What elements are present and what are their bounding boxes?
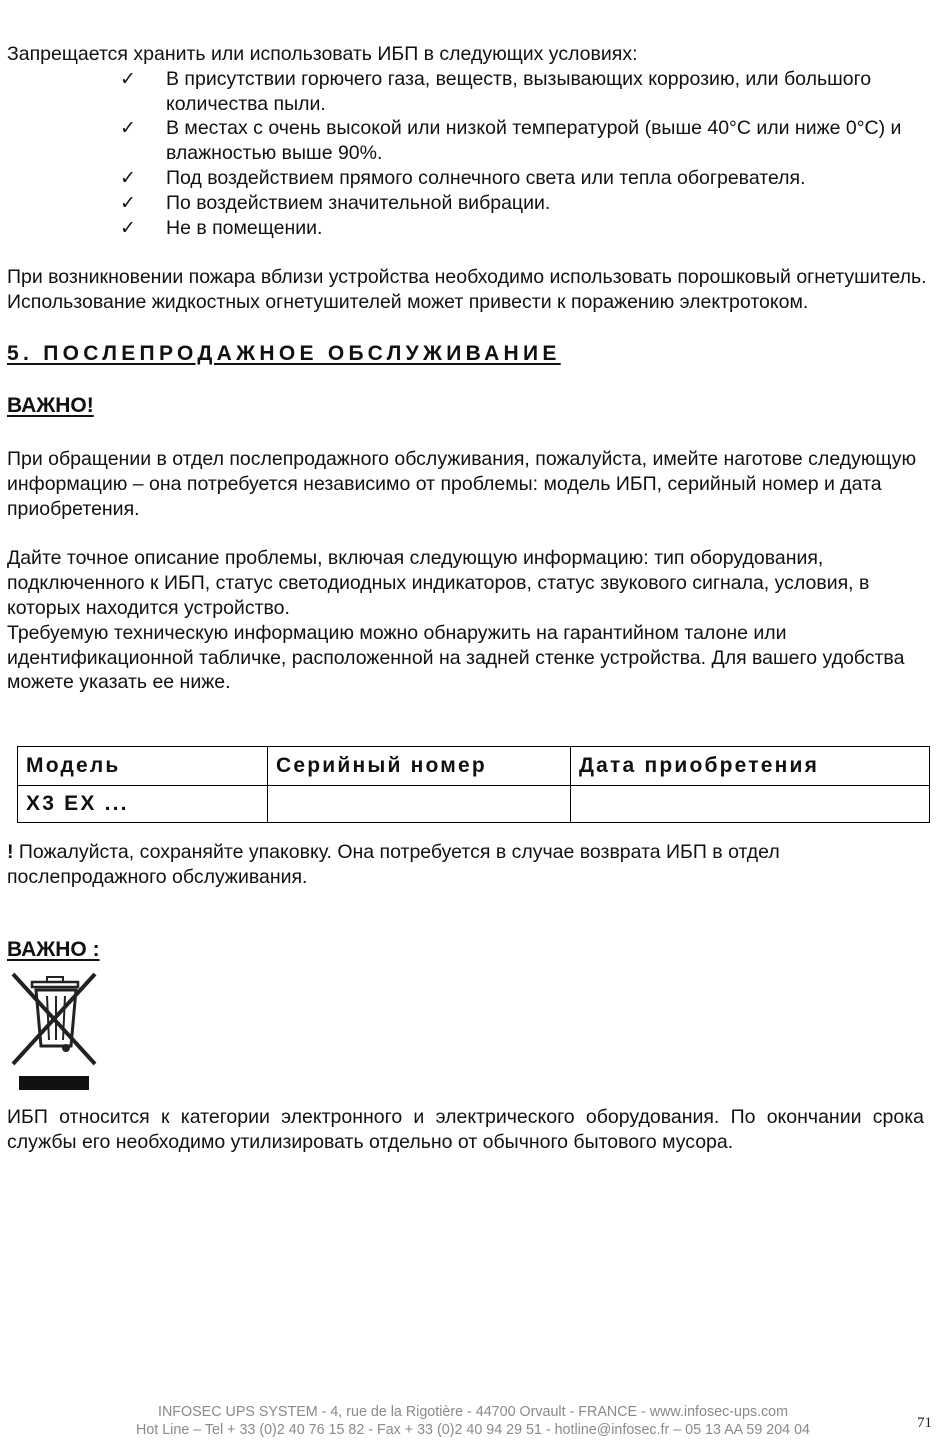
- checkmark-icon: ✓: [120, 117, 136, 140]
- footer-contacts: Hot Line – Tel + 33 (0)2 40 76 15 82 - Fax + 33 (0)2 40 94 29 51 - hotline@infosec.fr – 05 13 AA 59 204 04: [136, 1421, 810, 1438]
- checkmark-icon: ✓: [120, 191, 136, 214]
- storage-intro: Запрещается хранить или использовать ИБП в следующих условиях:: [7, 43, 638, 65]
- fire-safety-paragraph: При возникновении пожара вблизи устройства необходимо использовать порошковый огнетушитель. Использование жидкостных огнетушителей может привести к поражению электротоком.: [7, 266, 927, 314]
- list-item: ✓ По воздействием значительной вибрации.: [120, 191, 551, 214]
- product-info-table: [17, 746, 930, 823]
- table-row: [18, 786, 930, 823]
- important-label-2: ВАЖНО :: [7, 938, 100, 961]
- list-item: ✓ Под воздействием прямого солнечного света или тепла обогревателя.: [120, 166, 806, 189]
- crossed-bin-icon: [7, 968, 99, 1094]
- cell-model: X3 EX ...: [18, 786, 268, 823]
- list-item: ✓ В присутствии горючего газа, веществ, вызывающих коррозию, или большого количества пыли.: [120, 67, 872, 115]
- list-item: ✓ В местах с очень высокой или низкой температурой (выше 40°C или ниже 0°C) и влажностью выше 90%.: [120, 117, 902, 165]
- page-number: 71: [917, 1415, 932, 1431]
- service-info-paragraph: При обращении в отдел послепродажного обслуживания, пожалуйста, имейте наготове следующую информацию – она потребуется независимо от проблемы: модель ИБП, серийный номер и дата приобретения.: [7, 447, 917, 520]
- checkmark-icon: ✓: [120, 67, 136, 90]
- header-purchase-date: Дата приобретения: [571, 747, 930, 786]
- page-footer: [0, 1404, 946, 1439]
- list-item: ✓ Не в помещении.: [120, 216, 323, 239]
- important-label: ВАЖНО!: [7, 393, 94, 417]
- technical-info-paragraph: Требуемую техническую информацию можно обнаружить на гарантийном талоне или идентификационной табличке, расположенной на задней стенке устройства. Для вашего удобства можете указать ее ниже.: [7, 621, 905, 694]
- document-body: [7, 42, 927, 695]
- footer-address: INFOSEC UPS SYSTEM - 4, rue de la Rigotière - 44700 Orvault - FRANCE - www.infosec-ups.com: [157, 1404, 789, 1420]
- checkmark-icon: ✓: [120, 166, 136, 189]
- cell-serial-number: [268, 786, 571, 823]
- header-serial-number: Серийный номер: [268, 747, 571, 786]
- section-title: 5. ПОСЛЕПРОДАЖНОЕ ОБСЛУЖИВАНИЕ: [7, 341, 561, 365]
- checkmark-icon: ✓: [120, 216, 136, 239]
- packaging-note: ! Пожалуйста, сохраняйте упаковку. Она потребуется в случае возврата ИБП в отдел послепродажного обслуживания.: [7, 841, 780, 888]
- disposal-paragraph: ИБП относится к категории электронного и электрического оборудования. По окончании срока службы его необходимо утилизировать отдельно от обычного бытового мусора.: [7, 1106, 924, 1153]
- conditions-list: [7, 67, 927, 241]
- table-header-row: [18, 747, 930, 786]
- header-model: Модель: [18, 747, 268, 786]
- exclamation-mark: !: [7, 841, 14, 863]
- problem-description-paragraph: Дайте точное описание проблемы, включая следующую информацию: тип оборудования, подключенного к ИБП, статус светодиодных индикаторов, статус звукового сигнала, условия, в которых находится устройство.: [7, 547, 870, 619]
- cell-purchase-date: [571, 786, 930, 823]
